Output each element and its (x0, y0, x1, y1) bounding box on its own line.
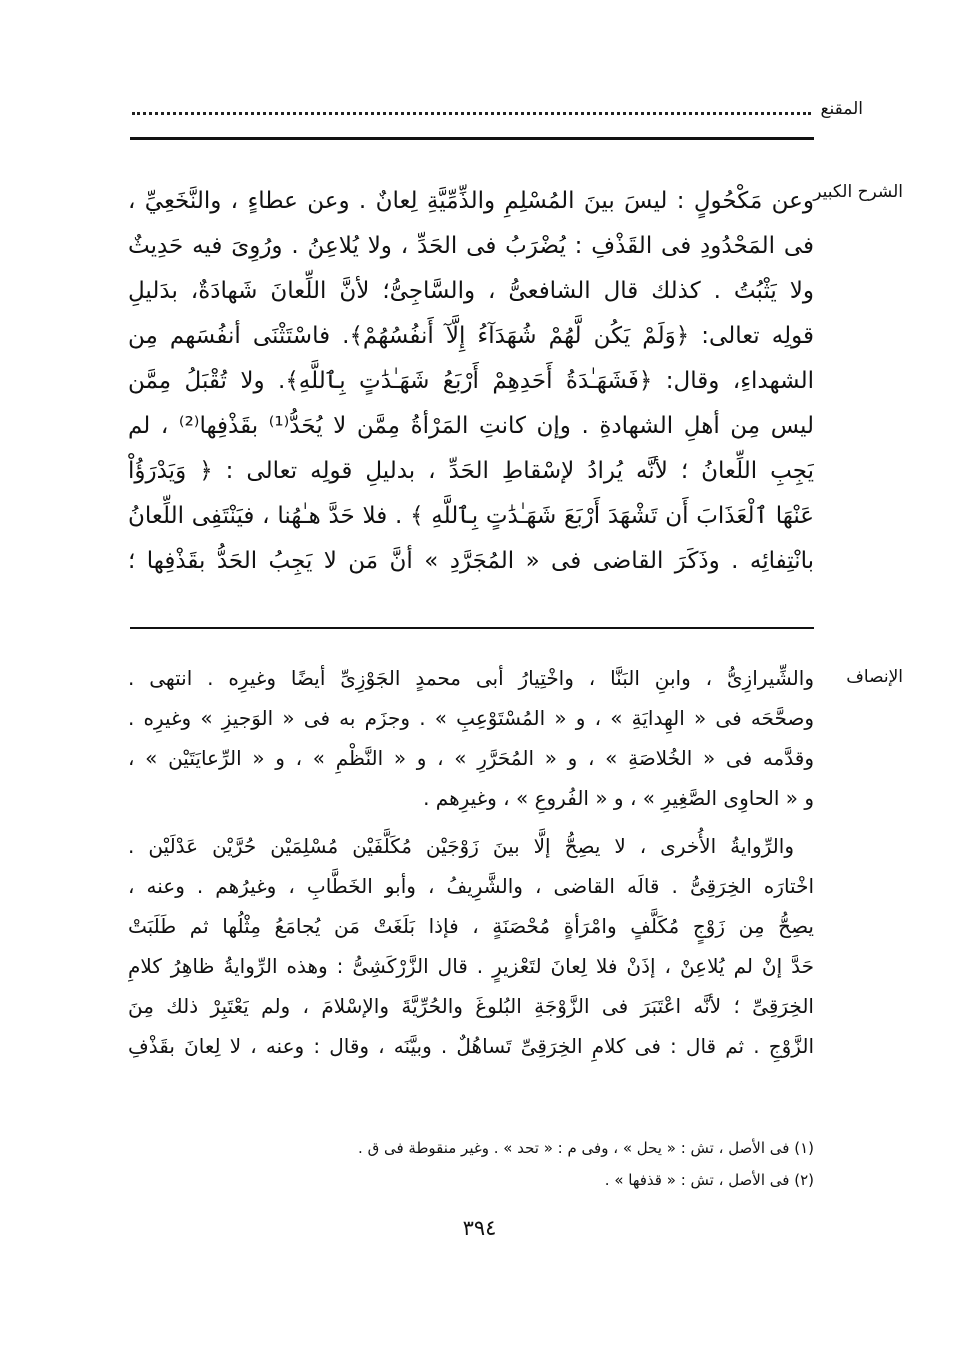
section-divider (130, 627, 814, 629)
text-line: عَنْهَا ٱلْعَذَابَ أَن تَشْهَدَ أَرْبَعَ شَهَـٰدَٰتٍ بِٱللَّهِ ﴾ . فلا حَدَّ هـٰهُنا ، فيَنْتَفِى اللِّعانُ (128, 503, 814, 529)
text-line: قولِه تعالى: ﴿وَلَمْ يَكُن لَّهُمْ شُهَدَآءُ إِلَّآ أَنفُسُهُمْ﴾. فاسْتَثْنَى أنفُسَهم مِن (128, 323, 814, 349)
text-line: والرِّوايةُ الأُخرى ، لا يصِحُّ إلَّا بينَ زَوْجَيْن مُكَلَّفَيْن مُسْلِمَيْن حُرَّيْن عَدْلَيْن . (128, 834, 794, 858)
header-dotted-leader (132, 112, 811, 115)
text-line: وعن مَكْحُولٍ : ليسَ بينَ المُسْلِمِ والذِّمِّيَّةِ لِعانٌ . وعن عطاءٍ ، والنَّخَعِيِّ ، (128, 188, 814, 214)
text-line: ليس مِن أهلِ الشهادةِ . وإن كانتِ المَرْأةُ مِمَّن لا يُحَدُّ⁽¹⁾ بقَذْفِها⁽²⁾ ، لم (128, 413, 814, 439)
text-line: وقدَّمه فى « الخُلاصَةِ » ، و « المُحَرَّرِ » ، و « النَّظْمِ » ، و « الرِّعايَتَيْن » ، (128, 746, 814, 770)
footnote: (٢) فى الأصل ، تش : « قذفها » . (604, 1171, 814, 1189)
text-line: الزَّوْجِ . ثم قال : فى كلامِ الخِرَقِىِّ تَساهُلٌ . وبيَّنَه ، وقال : وعنه ، لا لِعانَ بقَذْفِ (128, 1034, 814, 1058)
text-line: الخِرَقِىِّ ؛ لأنَّه اعْتَبَرَ فى الزَّوْجَةِ البُلوغَ والحُرِّيَّةَ والإسْلامَ ، ولم يَعْتَبِرْ ذلك مِنَ (128, 994, 814, 1018)
text-line: ولا يَثْبُتُ . كذلك قال الشافعىُّ ، والسَّاجِىُّ؛ لأنَّ اللِّعانَ شَهادَةٌ، بدَليلِ (128, 278, 814, 304)
section-label-insaf: الإنصاف (846, 667, 903, 687)
text-line: حَدَّ إنْ لم يُلاعِنْ ، إذَنْ فلا لِعانَ لتَعْزيرٍ . قال الزَّرْكَشِىُّ : وهذه الرِّوايةُ ظاهِرُ كلامِ (128, 954, 814, 978)
footnote: (١) فى الأصل ، تش : « يحل » ، وفى م : « تحد » . وغير منقوطة فى ق . (358, 1139, 814, 1157)
text-line: و « الحاوِى الصَّغِيرِ » ، و « الفُروعِ » ، وغيرِهم . (423, 786, 814, 810)
text-line: اخْتارَه الخِرَقِىُّ . قالَه القاضى ، والشَّرِيفُ ، وأبو الخَطَّابِ ، وغيرُهم . وعنه ، (128, 874, 814, 898)
sharh-text-block (128, 179, 814, 584)
text-line: والشِّيرازِىُّ ، وابنِ البَنَّا ، واخْتِيارُ أبى محمدٍ الجَوْزِىِّ أيضًا وغيرِه . انتهى . (128, 666, 814, 690)
footnotes (300, 1132, 814, 1196)
insaf-text-block (128, 658, 814, 1066)
text-line: وصحَّحَه فى « الهِدايَةِ » ، و « المُسْتَوْعِبِ » . وجزَم به فى « الوَجيزِ » وغيرِه . (128, 706, 814, 730)
text-line: الشهداءِ، وقال: ﴿فَشَهَـٰدَةُ أَحَدِهِمْ أَرْبَعُ شَهَـٰدَٰتٍ بِٱللَّهِ﴾. ولا تُقْبَلُ مِمَّن (128, 368, 814, 394)
text-line: يَجِبِ اللِّعانُ ؛ لأنَّه يُرادُ لإسْقاطِ الحَدِّ ، بدليلِ قولِه تعالى : ﴿ وَيَدْرَؤُاْ (128, 458, 814, 484)
section-label-sharh: الشرح الكبير (813, 182, 903, 202)
page-number: ٣٩٤ (462, 1216, 497, 1240)
text-line: فى المَحْدُودِ فى القَذْفِ : يُضْرَبُ فى الحَدِّ ، ولا يُلاعِنُ . ورُوِىَ فيه حَدِيثٌ (128, 233, 814, 259)
header-rule (130, 137, 814, 140)
running-header-title: المقنع (820, 99, 863, 119)
text-line: يصِحُّ مِن زَوْجٍ مُكَلَّفٍ وامْرَأةٍ مُحْصَنَةٍ ، فإذا بَلَغَتْ مَن يُجامَعُ مِثْلُها ثم طَلَبَتْ (128, 914, 814, 938)
text-line: بانْتِفائِه . وذَكَرَ القاضى فى « المُجَرَّدِ » أنَّ مَن لا يَجِبُ الحَدُّ بقَذْفِها ؛ (128, 548, 814, 574)
